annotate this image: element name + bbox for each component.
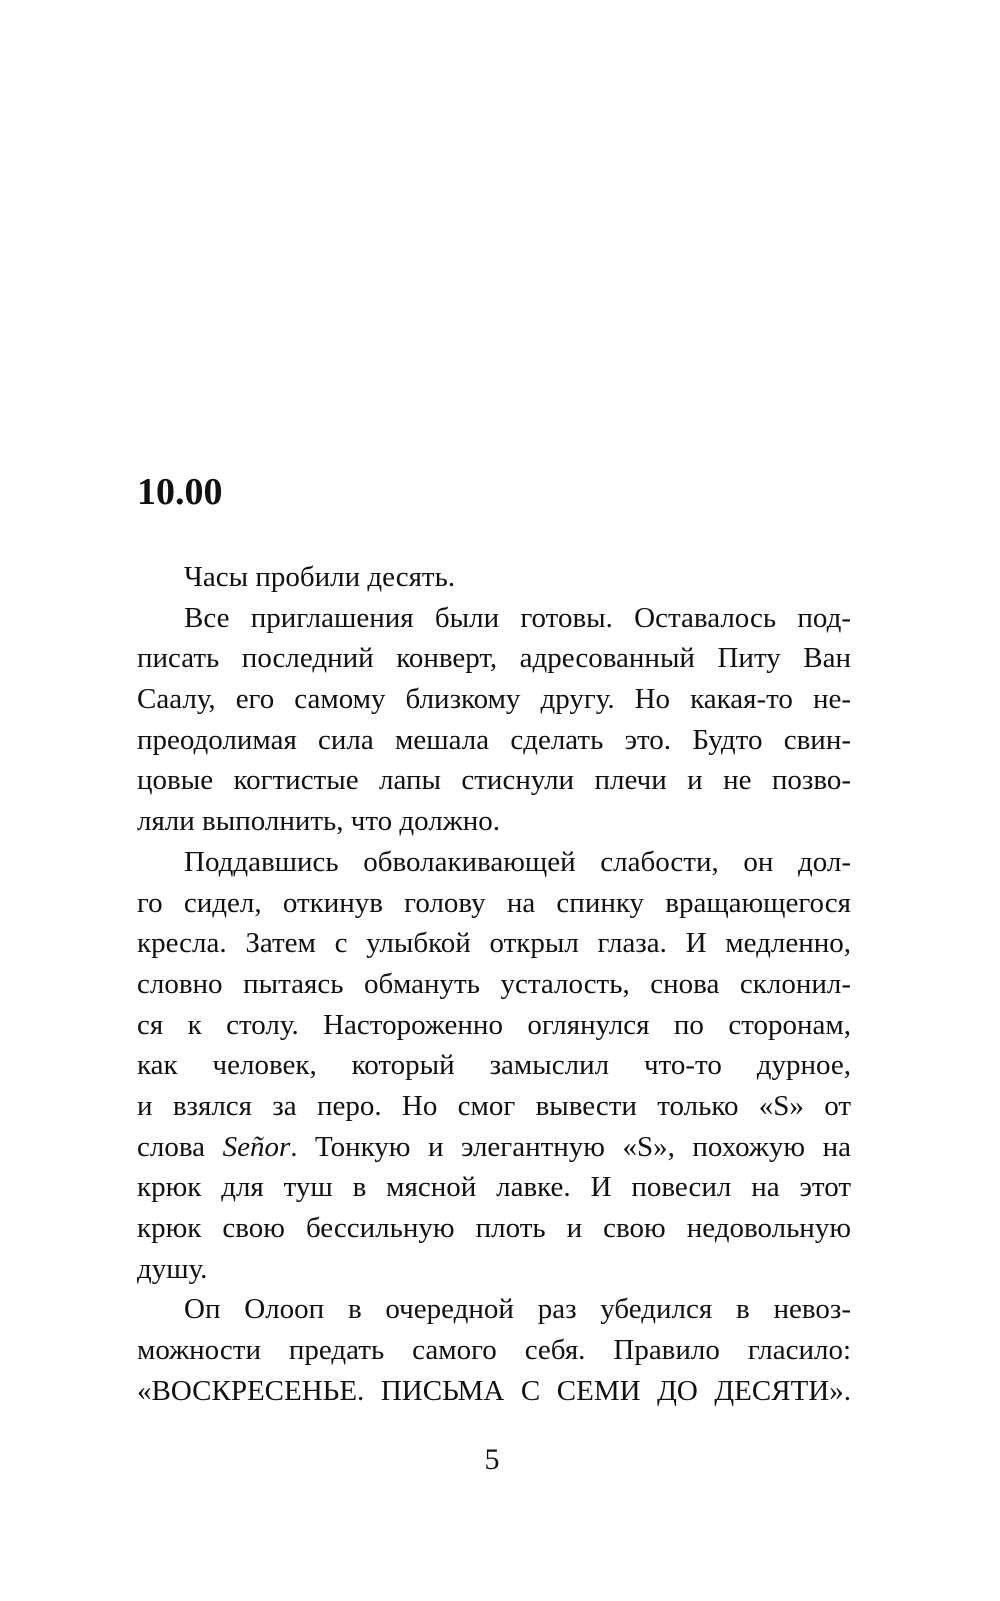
text-run: . Тонкую и элегантную «S», похожую на xyxy=(290,1130,851,1163)
text-line xyxy=(137,964,851,1005)
line-text: Оп Олооп в очередной раз убедился в невоз- xyxy=(184,1293,851,1326)
line-text: Саалу, его самому близкому другу. Но какая-то не- xyxy=(137,683,851,716)
line-text: и взялся за перо. Но смог вывести только «S» от xyxy=(137,1089,851,1122)
text-line xyxy=(137,801,851,842)
line-text: го сидел, откинув голову на спинку вращающегося xyxy=(137,886,851,919)
text-run: слова xyxy=(137,1130,223,1163)
line-text: как человек, который замыслил что-то дурное, xyxy=(137,1049,851,1082)
text-line xyxy=(137,1249,851,1290)
line-text: Часы пробили десять. xyxy=(184,561,456,593)
line-text: ся к столу. Настороженно оглянулся по сторонам, xyxy=(137,1008,851,1041)
line-text: словно пытаясь обмануть усталость, снова склонил- xyxy=(137,967,851,1000)
text-line xyxy=(137,557,851,598)
line-text: преодолимая сила мешала сделать это. Будто свин- xyxy=(137,723,851,756)
line-text: писать последний конверт, адресованный Питу Ван xyxy=(137,642,851,675)
text-line xyxy=(137,923,851,964)
text-line xyxy=(137,883,851,924)
line-text: цовые когтистые лапы стиснули плечи и не позво- xyxy=(137,764,851,797)
line-text: душу. xyxy=(137,1252,208,1285)
italic-word: Señor xyxy=(222,1130,291,1163)
line-text: ляли выполнить, что должно. xyxy=(137,805,501,838)
line-text: «ВОСКРЕСЕНЬЕ. ПИСЬМА С СЕМИ ДО ДЕСЯТИ». xyxy=(137,1374,851,1407)
page-number: 5 xyxy=(484,1443,500,1476)
line-text: крюк свою бессильную плоть и свою недовольную xyxy=(137,1212,851,1244)
text-line xyxy=(137,1208,851,1249)
line-text: можности предать самого себя. Правило гласило: xyxy=(137,1334,851,1367)
text-line xyxy=(137,760,851,801)
text-line xyxy=(137,679,851,720)
body-text xyxy=(137,557,851,1411)
line-text: Поддавшись обволакивающей слабости, он дол- xyxy=(184,845,851,878)
line-text: крюк для туш в мясной лавке. И повесил на этот xyxy=(137,1171,851,1204)
chapter-heading: 10.00 xyxy=(137,471,223,513)
text-line xyxy=(137,598,851,639)
text-line xyxy=(137,1086,851,1127)
text-line xyxy=(137,1371,851,1412)
line-text: Все приглашения были готовы. Оставалось под- xyxy=(184,601,851,634)
text-line xyxy=(137,1330,851,1371)
text-line xyxy=(137,842,851,883)
line-text xyxy=(137,1127,851,1168)
line-text: кресла. Затем с улыбкой открыл глаза. И медленно, xyxy=(137,927,851,960)
text-line xyxy=(137,1167,851,1208)
text-line xyxy=(137,1045,851,1086)
text-line xyxy=(137,1127,851,1168)
text-line xyxy=(137,638,851,679)
text-line xyxy=(137,1005,851,1046)
text-line xyxy=(137,1289,851,1330)
text-line xyxy=(137,720,851,761)
